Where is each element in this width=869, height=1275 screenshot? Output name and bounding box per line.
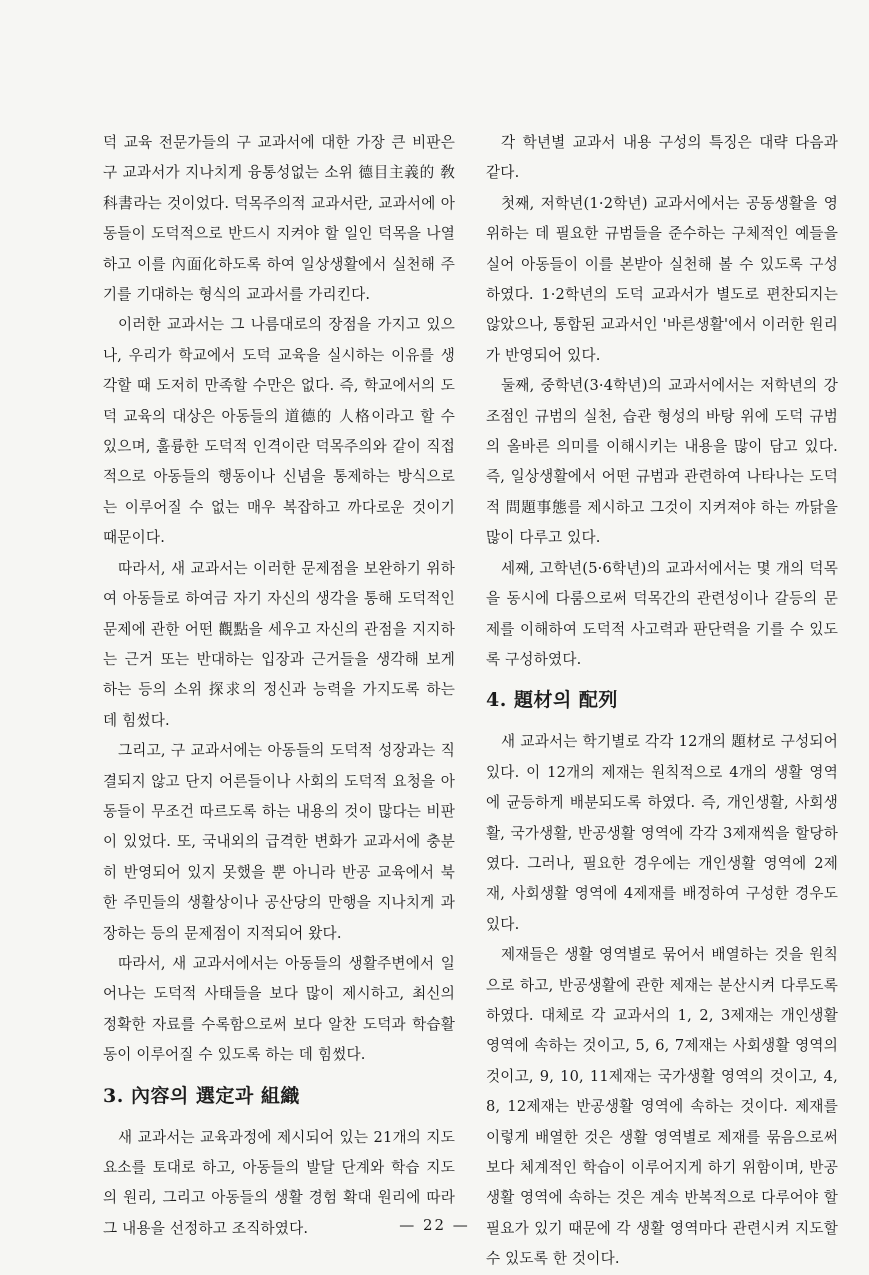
right-paragraph-2: 첫째, 저학년(1·2학년) 교과서에서는 공동생활을 영위하는 데 필요한 규범들을 준수하는 구체적인 예들을 실어 아동들이 이를 본받아 실천해 볼 수 있도록 구성하였다. 1·2학년의 도덕 교과서가 별도로 편찬되지는 않았으나, 통합된 교과서인 '바른생활'에서 이러한 원리가 반영되어 있다.: [486, 194, 839, 364]
page-number: — 22 —: [399, 1216, 470, 1234]
left-paragraph-2: 이러한 교과서는 그 나름대로의 장점을 가지고 있으나, 우리가 학교에서 도덕 교육을 실시하는 이유를 생각할 때 도저히 만족할 수만은 없다. 즉, 학교에서의 도덕 교육의 대상은 아동들의 道德的 人格이라고 할 수 있으며, 훌륭한 도덕적 인격이란 덕목주의와 같이 직접적으로 아동들의 행동이나 신념을 통제하는 방식으로는 이루어질 수 없는 매우 복잡하고 까다로운 것이기 때문이다.: [103, 316, 455, 547]
section-3-heading: 3. 內容의 選定과 組織: [103, 1084, 300, 1107]
left-paragraph-4: 그리고, 구 교과서에는 아동들의 도덕적 성장과는 직결되지 않고 단지 어른들이나 사회의 도덕적 요청을 아동들이 무조건 따르도록 하는 내용의 것이 많다는 비판이 있었다. 또, 국내외의 급격한 변화가 교과서에 충분히 반영되어 있지 못했을 뿐 아니라 반공 교육에서 북한 주민들의 생활상이나 공산당의 만행을 지나치게 과장하는 등의 문제점이 지적되어 왔다.: [103, 742, 455, 942]
left-paragraph-3: 따라서, 새 교과서는 이러한 문제점을 보완하기 위하여 아동들로 하여금 자기 자신의 생각을 통해 도덕적인 문제에 관한 어떤 觀點을 세우고 자신의 관점을 지지하는 근거 또는 반대하는 입장과 근거들을 생각해 보게 하는 등의 소위 探求의 정신과 능력을 가지도록 하는 데 힘썼다.: [103, 559, 455, 729]
left-column: [103, 128, 455, 1244]
section-4-paragraph-2: 제재들은 생활 영역별로 묶어서 배열하는 것을 원칙으로 하고, 반공생활에 관한 제재는 분산시켜 다루도록 하였다. 대체로 각 교과서의 1, 2, 3제재는 개인생활 영역에 속하는 것이고, 5, 6, 7제재는 사회생활 영역의 것이고, 9, 10, 11제재는 국가생활 영역의 것이고, 4, 8, 12제재는 반공생활 영역에 속하는 것이다. 제재를 이렇게 배열한 것은 생활 영역별로 제재를 묶음으로써 보다 체계적인 학습이 이루어지게 하기 위함이며, 반공생활 영역에 속하는 것은 계속 반복적으로 다루어야 할 필요가 있기 때문에 각 생활 영역마다 관련시켜 지도할 수 있도록 한 것이다.: [486, 946, 838, 1268]
left-paragraph-5: 따라서, 새 교과서에서는 아동들의 생활주변에서 일어나는 도덕적 사태들을 보다 많이 제시하고, 최신의 정확한 자료를 수록함으로써 보다 알찬 도덕과 학습활동이 이루어질 수 있도록 하는 데 힘썼다.: [103, 954, 455, 1064]
right-column: [486, 128, 838, 1275]
right-paragraph-1: 각 학년별 교과서 내용 구성의 특징은 대략 다음과 같다.: [486, 134, 838, 182]
section-4-heading: 4. 題材의 配列: [486, 689, 618, 712]
section-3-paragraph: 새 교과서는 교육과정에 제시되어 있는 21개의 지도 요소를 토대로 하고, 아동들의 발달 단계와 학습 지도의 원리, 그리고 아동들의 생활 경험 확대 원리에 따라 그 내용을 선정하고 조직하였다.: [103, 1128, 455, 1237]
left-paragraph-1: 덕 교육 전문가들의 구 교과서에 대한 가장 큰 비판은 구 교과서가 지나치게 융통성없는 소위 德目主義的 敎科書라는 것이었다. 덕목주의적 교과서란, 교과서에 아동들이 도덕적으로 반드시 지켜야 할 일인 덕목을 나열하고 이를 內面化하도록 하여 일상생활에서 실천해 주기를 기대하는 형식의 교과서를 가리킨다.: [103, 134, 455, 304]
right-paragraph-3: 둘째, 중학년(3·4학년)의 교과서에서는 저학년의 강조점인 규범의 실천, 습관 형성의 바탕 위에 도덕 규범의 올바른 의미를 이해시키는 내용을 많이 담고 있다. 즉, 일상생활에서 어떤 규범과 관련하여 나타나는 도덕적 問題事態를 제시하고 그것이 지켜져야 하는 까닭을 많이 다루고 있다.: [486, 377, 838, 547]
right-paragraph-4: 세째, 고학년(5·6학년)의 교과서에서는 몇 개의 덕목을 동시에 다룸으로써 덕목간의 관련성이나 갈등의 문제를 이해하여 도덕적 사고력과 판단력을 기를 수 있도록 구성하였다.: [486, 559, 838, 668]
section-4-paragraph-1: 새 교과서는 학기별로 각각 12개의 題材로 구성되어 있다. 이 12개의 제재는 원칙적으로 4개의 생활 영역에 균등하게 배분되도록 하였다. 즉, 개인생활, 사회생활, 국가생활, 반공생활 영역에 각각 3제재씩을 할당하였다. 그러나, 필요한 경우에는 개인생활 영역에 2제재, 사회생활 영역에 4제재를 배정하여 구성한 경우도 있다.: [486, 733, 838, 933]
